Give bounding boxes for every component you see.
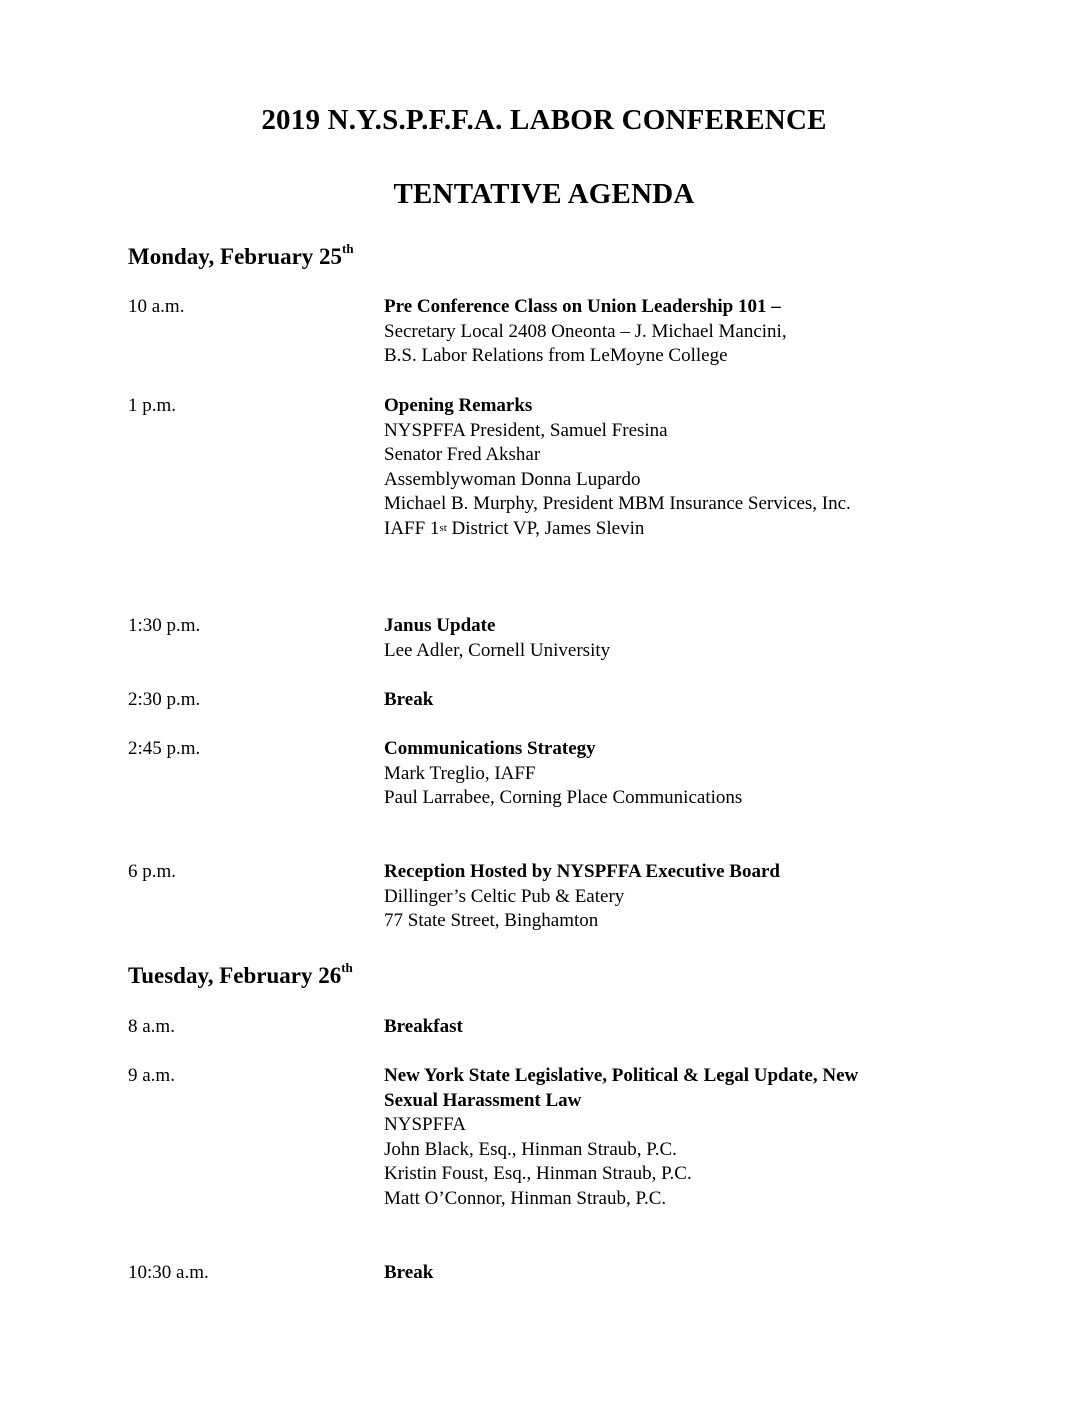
ordinal-suffix: st (439, 521, 447, 534)
session-detail: Paul Larrabee, Corning Place Communications (384, 787, 743, 808)
session-title-continued: Sexual Harassment Law (384, 1089, 582, 1111)
session-detail: Mark Treglio, IAFF (384, 762, 536, 784)
session-block (384, 1064, 858, 1211)
day-label: Monday, February 25 (128, 244, 343, 269)
day-heading-tuesday (128, 960, 353, 989)
session-detail: Kristin Foust, Esq., Hinman Straub, P.C. (384, 1163, 692, 1184)
session-time: 1 p.m. (128, 395, 177, 416)
session-time: 8 a.m. (128, 1016, 175, 1037)
session-title: Janus Update (384, 615, 496, 636)
session-title: Pre Conference Class on Union Leadership 101 – (384, 296, 781, 317)
session-detail: NYSPFFA President, Samuel Fresina (384, 419, 668, 441)
session-detail: Dillinger’s Celtic Pub & Eatery (384, 885, 625, 907)
session-detail: Senator Fred Akshar (384, 444, 541, 465)
session-block (384, 737, 742, 811)
session-organization: NYSPFFA (384, 1114, 467, 1135)
session-detail: Secretary Local 2408 Oneonta – J. Michael Mancini, (384, 320, 787, 342)
session-title: Reception Hosted by NYSPFFA Executive Board (384, 861, 780, 882)
session-time: 10:30 a.m. (128, 1262, 209, 1283)
session-title: Communications Strategy (384, 738, 596, 759)
day-label: Tuesday, February 26 (128, 963, 342, 988)
session-time: 9 a.m. (128, 1065, 175, 1086)
day-ordinal-suffix: th (342, 241, 354, 256)
session-title: Breakfast (384, 1016, 463, 1037)
session-detail: Lee Adler, Cornell University (384, 639, 611, 661)
document-title: 2019 N.Y.S.P.F.F.A. LABOR CONFERENCE (261, 104, 827, 136)
session-detail (384, 517, 851, 542)
day-heading-monday (128, 241, 354, 270)
session-title: Opening Remarks (384, 395, 533, 416)
session-block (384, 1261, 433, 1286)
session-detail: Assemblywoman Donna Lupardo (384, 468, 641, 490)
day-ordinal-suffix: th (341, 960, 353, 975)
session-time: 1:30 p.m. (128, 615, 201, 636)
session-detail: John Black, Esq., Hinman Straub, P.C. (384, 1138, 677, 1160)
session-time: 2:45 p.m. (128, 738, 201, 759)
session-block (384, 1015, 463, 1040)
session-block (384, 688, 433, 713)
session-title: Break (384, 1262, 434, 1283)
session-title: Break (384, 689, 434, 710)
session-time: 2:30 p.m. (128, 689, 201, 710)
session-detail: Michael B. Murphy, President MBM Insurance Services, Inc. (384, 493, 851, 514)
session-title: New York State Legislative, Political & Legal Update, New (384, 1065, 859, 1086)
session-block (384, 860, 780, 934)
session-block (384, 295, 787, 369)
session-detail: Matt O’Connor, Hinman Straub, P.C. (384, 1187, 667, 1209)
session-block (384, 614, 610, 663)
session-detail: 77 State Street, Binghamton (384, 910, 599, 931)
document-subtitle: TENTATIVE AGENDA (393, 178, 695, 210)
session-detail: B.S. Labor Relations from LeMoyne College (384, 345, 728, 366)
session-time: 10 a.m. (128, 296, 185, 317)
session-time: 6 p.m. (128, 861, 177, 882)
detail-text: District VP, James Slevin (446, 517, 645, 539)
detail-text: IAFF 1 (384, 517, 440, 539)
session-block (384, 394, 851, 541)
